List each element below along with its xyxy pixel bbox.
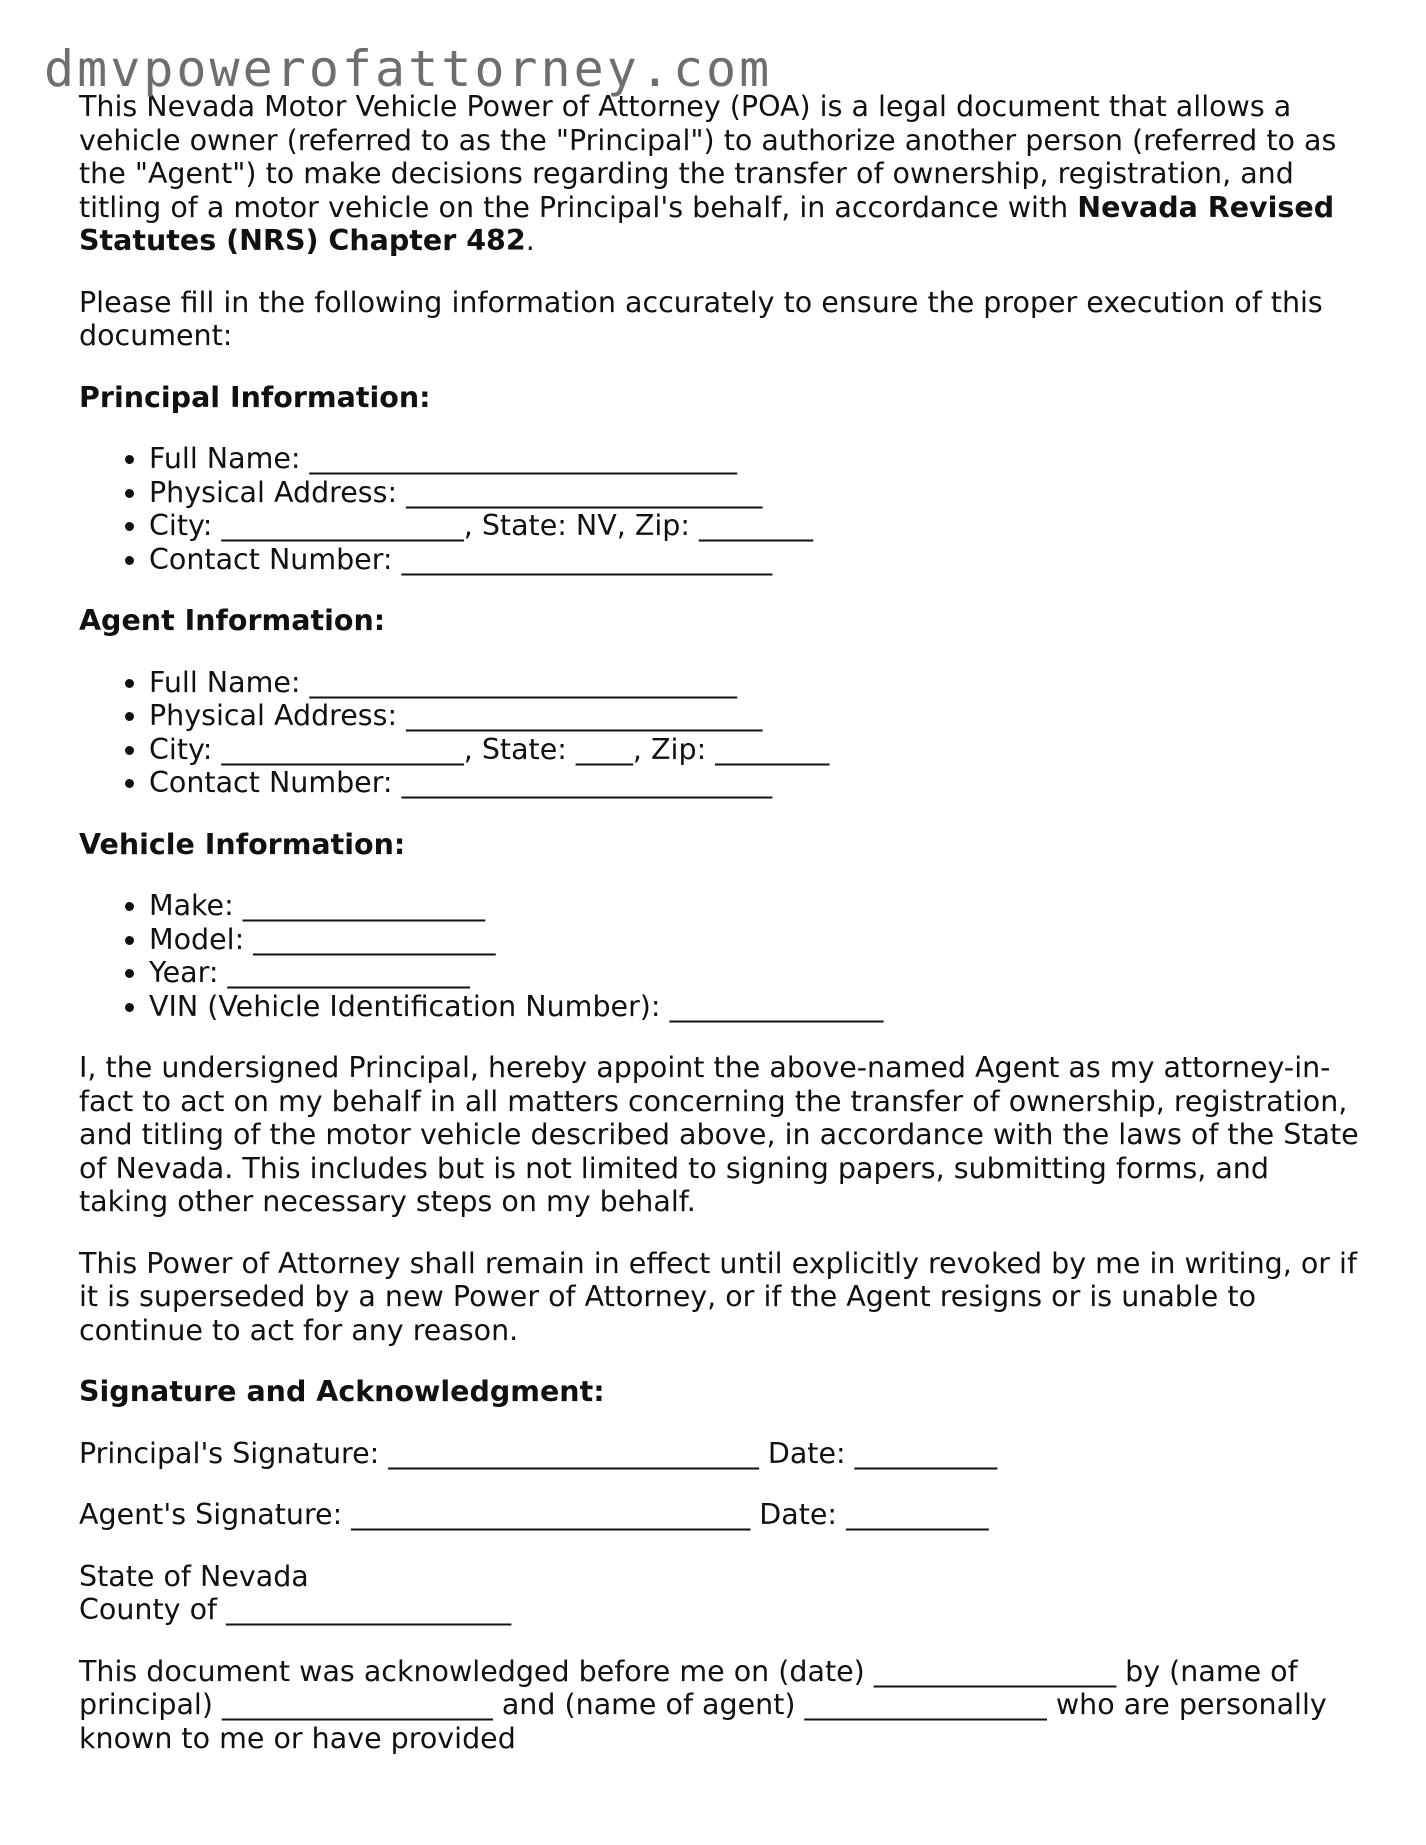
intro-end: .: [525, 224, 535, 257]
agent-field-list: [79, 666, 1359, 800]
acknowledgment-paragraph: This document was acknowledged before me on (date) _________________ by (name of principal) ___________________ and (name of agent) _________________ who are personally known to me or have provided: [79, 1654, 1327, 1755]
vehicle-heading: Vehicle Information:: [79, 827, 406, 861]
signature-heading: Signature and Acknowledgment:: [79, 1375, 605, 1408]
principal-city-state-zip-field: • City: _________________, State: NV, Zip: ________: [149, 509, 1359, 543]
state-line: State of Nevada: [79, 1559, 309, 1593]
duration-paragraph: This Power of Attorney shall remain in effect until explicitly revoked by me in writing, or if it is superseded by a new Power of Attorney, or if the Agent resigns or is unable to continue to act for any reason.: [79, 1246, 1358, 1347]
agent-address-field: • Physical Address: _________________________: [149, 699, 1359, 733]
principal-signature-line: Principal's Signature: __________________________ Date: __________: [79, 1436, 998, 1470]
intro-text: This Nevada Motor Vehicle Power of Attorney (POA) is a legal document that allows a vehicle owner (referred to as the "Principal") to authorize another person (referred to as the "Agent") to make decisions regarding the transfer of ownership, registration, and titling of a motor vehicle on the Principal's behalf, in accordance with: [79, 90, 1337, 224]
county-line: County of ____________________: [79, 1593, 512, 1626]
intro-paragraph: [79, 90, 1359, 258]
vehicle-year-field: • Year: _________________: [149, 956, 1359, 990]
principal-address-field: • Physical Address: _________________________: [149, 476, 1359, 510]
agent-city-state-zip-field: • City: _________________, State: ____, Zip: ________: [149, 733, 1359, 767]
principal-field-list: [79, 442, 1359, 576]
watermark: dmvpowerofattorney.com: [44, 40, 773, 98]
vehicle-field-list: [79, 889, 1359, 1023]
principal-full-name-field: • Full Name: ______________________________: [149, 442, 1359, 476]
vehicle-vin-field: • VIN (Vehicle Identification Number): _______________: [149, 990, 1359, 1024]
agent-contact-field: • Contact Number: __________________________: [149, 766, 1359, 800]
appointment-paragraph: I, the undersigned Principal, hereby appoint the above-named Agent as my attorney-in-fact to act on my behalf in all matters concerning the transfer of ownership, registration, and titling of the motor vehicle described above, in accordance with the laws of the State of Nevada. This includes but is not limited to signing papers, submitting forms, and taking other necessary steps on my behalf.: [79, 1051, 1359, 1218]
principal-contact-field: • Contact Number: __________________________: [149, 543, 1359, 577]
vehicle-model-field: • Model: _________________: [149, 923, 1359, 957]
notary-venue: [79, 1560, 1359, 1627]
agent-signature-line: Agent's Signature: ____________________________ Date: __________: [79, 1498, 989, 1531]
agent-heading: Agent Information:: [79, 604, 386, 637]
statute-reference: Nevada Revised Statutes (NRS) Chapter 482: [79, 190, 1335, 257]
document-body: [79, 90, 1359, 1783]
vehicle-make-field: • Make: _________________: [149, 889, 1359, 923]
agent-full-name-field: • Full Name: ______________________________: [149, 666, 1359, 700]
principal-heading: Principal Information:: [79, 380, 431, 414]
instructions-paragraph: Please fill in the following information accurately to ensure the proper execution of this document:: [79, 285, 1323, 352]
